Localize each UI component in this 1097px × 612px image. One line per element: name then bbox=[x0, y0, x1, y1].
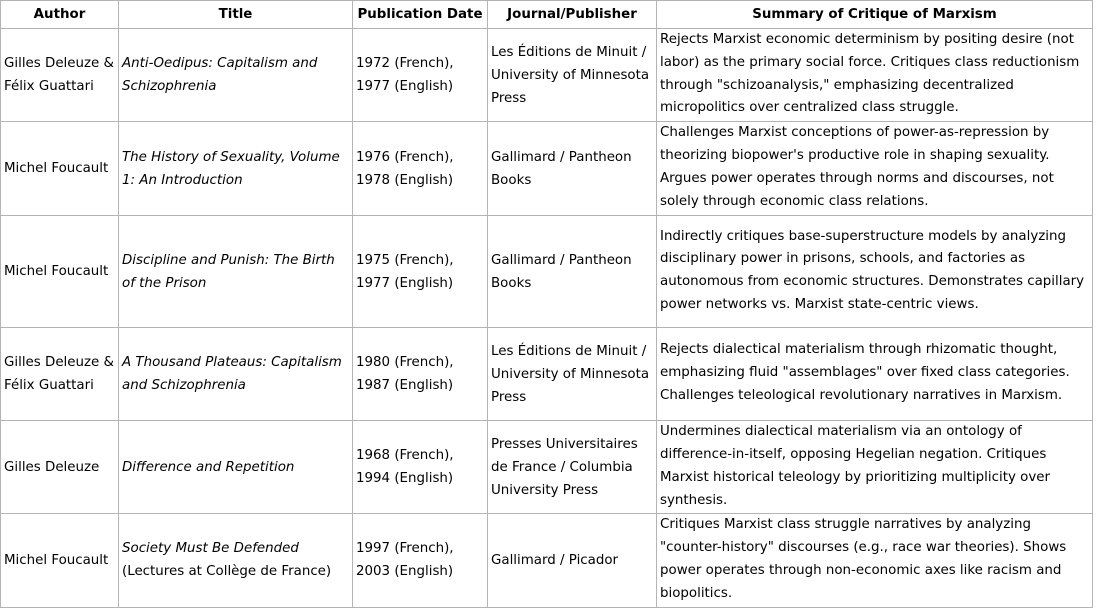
cell-journal[interactable]: Les Éditions de Minuit / University of Minnesota Press bbox=[488, 29, 657, 122]
cell-date[interactable]: 1972 (French), 1977 (English) bbox=[353, 29, 488, 122]
cell-author[interactable]: Michel Foucault bbox=[1, 514, 119, 607]
table-row bbox=[1, 514, 1093, 607]
cell-date[interactable]: 1997 (French), 2003 (English) bbox=[353, 514, 488, 607]
cell-journal[interactable]: Presses Universitaires de France / Columbia University Press bbox=[488, 421, 657, 514]
table-row bbox=[1, 421, 1093, 514]
title-text: The History of Sexuality, Volume 1: An Introduction bbox=[122, 149, 340, 188]
title-suffix: (Lectures at Collège de France) bbox=[122, 564, 332, 580]
cell-journal[interactable]: Gallimard / Pantheon Books bbox=[488, 122, 657, 216]
cell-journal[interactable]: Gallimard / Pantheon Books bbox=[488, 216, 657, 328]
cell-author[interactable]: Gilles Deleuze bbox=[1, 421, 119, 514]
cell-date[interactable]: 1980 (French), 1987 (English) bbox=[353, 328, 488, 421]
cell-title[interactable] bbox=[119, 514, 353, 607]
header-title[interactable]: Title bbox=[119, 1, 353, 29]
cell-author[interactable]: Gilles Deleuze & Félix Guattari bbox=[1, 29, 119, 122]
title-text: Difference and Repetition bbox=[122, 459, 295, 475]
cell-summary[interactable]: Indirectly critiques base-superstructure models by analyzing disciplinary power in prisons, schools, and factories as autonomous from economic structures. Demonstrates capillary power networks vs. Marxist state-centric views. bbox=[657, 216, 1093, 328]
cell-date[interactable]: 1968 (French), 1994 (English) bbox=[353, 421, 488, 514]
cell-title[interactable] bbox=[119, 216, 353, 328]
cell-summary[interactable]: Rejects dialectical materialism through rhizomatic thought, emphasizing fluid "assemblages" over fixed class categories. Challenges teleological revolutionary narratives in Marxism. bbox=[657, 328, 1093, 421]
cell-author[interactable]: Michel Foucault bbox=[1, 216, 119, 328]
cell-title[interactable] bbox=[119, 421, 353, 514]
header-summary[interactable]: Summary of Critique of Marxism bbox=[657, 1, 1093, 29]
header-author[interactable]: Author bbox=[1, 1, 119, 29]
cell-journal[interactable]: Gallimard / Picador bbox=[488, 514, 657, 607]
cell-summary[interactable]: Critiques Marxist class struggle narratives by analyzing "counter-history" discourses (e.g., race war theories). Shows power operates through non-economic axes like racism and biopolitics. bbox=[657, 514, 1093, 607]
cell-title[interactable] bbox=[119, 328, 353, 421]
cell-author[interactable]: Michel Foucault bbox=[1, 122, 119, 216]
title-text: Society Must Be Defended bbox=[122, 541, 299, 557]
cell-summary[interactable]: Undermines dialectical materialism via an ontology of difference-in-itself, opposing Hegelian negation. Critiques Marxist historical teleology by prioritizing multiplicity over synthesis. bbox=[657, 421, 1093, 514]
cell-journal[interactable]: Les Éditions de Minuit / University of Minnesota Press bbox=[488, 328, 657, 421]
header-row bbox=[1, 1, 1093, 29]
table-row bbox=[1, 328, 1093, 421]
title-text: Anti-Oedipus: Capitalism and Schizophrenia bbox=[122, 56, 318, 95]
cell-date[interactable]: 1976 (French), 1978 (English) bbox=[353, 122, 488, 216]
header-date[interactable]: Publication Date bbox=[353, 1, 488, 29]
cell-summary[interactable]: Challenges Marxist conceptions of power-as-repression by theorizing biopower's productive role in shaping sexuality. Argues power operates through norms and discourses, not solely through economic class relations. bbox=[657, 122, 1093, 216]
cell-author[interactable]: Gilles Deleuze & Félix Guattari bbox=[1, 328, 119, 421]
header-journal[interactable]: Journal/Publisher bbox=[488, 1, 657, 29]
table-row bbox=[1, 122, 1093, 216]
cell-date[interactable]: 1975 (French), 1977 (English) bbox=[353, 216, 488, 328]
cell-summary[interactable]: Rejects Marxist economic determinism by positing desire (not labor) as the primary social force. Critiques class reductionism through "schizoanalysis," emphasizing decentralized micropolitics over centralized class struggle. bbox=[657, 29, 1093, 122]
cell-title[interactable] bbox=[119, 29, 353, 122]
title-text: Discipline and Punish: The Birth of the Prison bbox=[122, 252, 335, 291]
table-row bbox=[1, 29, 1093, 122]
table-row bbox=[1, 216, 1093, 328]
cell-title[interactable] bbox=[119, 122, 353, 216]
title-text: A Thousand Plateaus: Capitalism and Schizophrenia bbox=[122, 355, 342, 394]
